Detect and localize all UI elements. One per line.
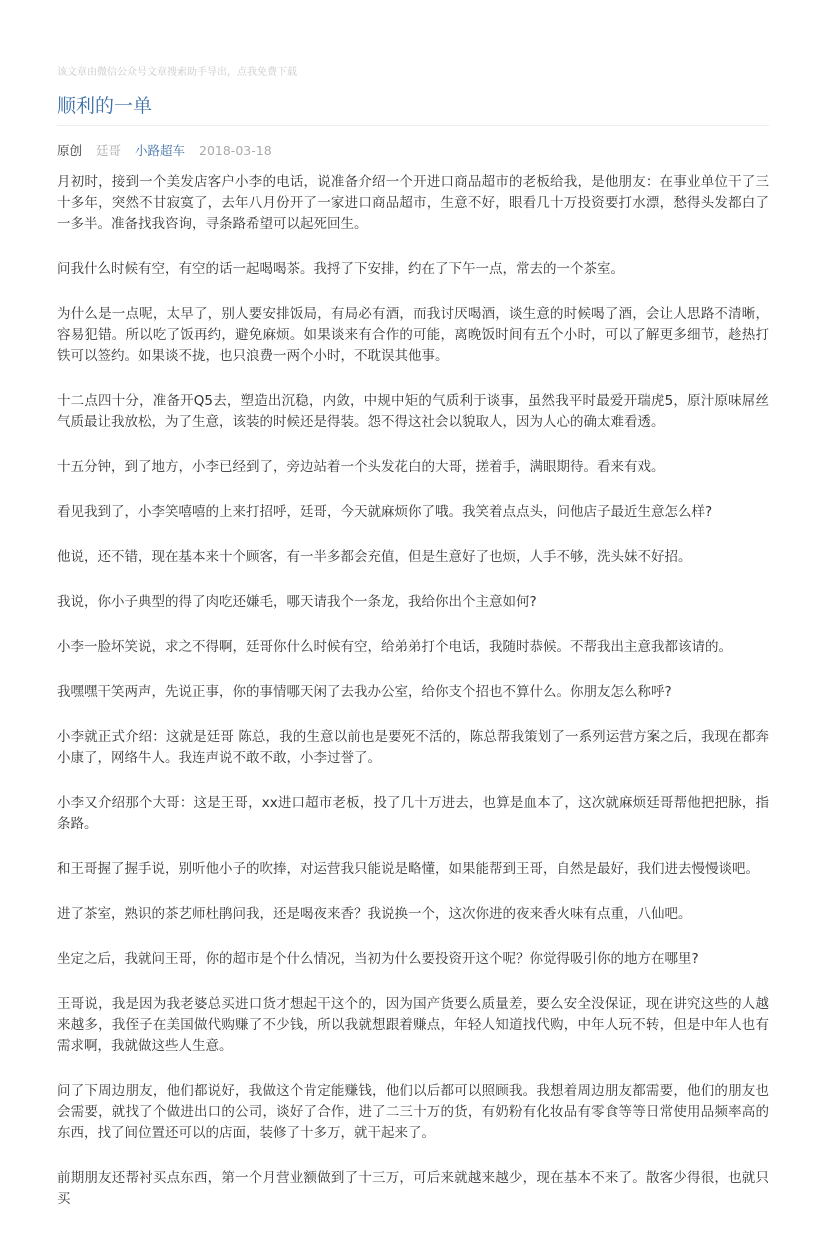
paragraph: 王哥说，我是因为我老婆总买进口货才想起干这个的，因为国产货要么质量差，要么安全没保证，现在讲究这些的人越来越多，我侄子在美国做代购赚了不少钱，所以我就想跟着赚点，年轻人知道找代购，中年人玩不转，但是中年人也有需求啊，我就做这些人生意。	[57, 996, 769, 1054]
paragraph: 进了茶室，熟识的茶艺师杜鹃问我，还是喝夜来香？我说换一个，这次你进的夜来香火味有点重，八仙吧。	[57, 906, 692, 922]
export-notice-link[interactable]: 该文章由微信公众号文章搜索助手导出，点我免费下载	[57, 67, 297, 78]
paragraph: 前期朋友还帮衬买点东西，第一个月营业额做到了十三万，可后来就越来越少，现在基本不来了。散客少得很，也就只买	[57, 1170, 769, 1207]
paragraph: 我嘿嘿干笑两声，先说正事，你的事情哪天闲了去我办公室，给你支个招也不算什么。你朋友怎么称呼?	[57, 684, 672, 700]
article-body	[57, 172, 769, 1234]
paragraph: 月初时，接到一个美发店客户小李的电话，说准备介绍一个开进口商品超市的老板给我，是他朋友：在事业单位干了三十多年，突然不甘寂寞了，去年八月份开了一家进口商品超市，生意不好，眼看几十万投资要打水漂，愁得头发都白了一多半。准备找我咨询，寻条路希望可以起死回生。	[57, 174, 769, 232]
paragraph: 我说，你小子典型的得了肉吃还嫌毛，哪天请我个一条龙，我给你出个主意如何?	[57, 594, 537, 610]
paragraph: 和王哥握了握手说，别听他小子的吹捧，对运营我只能说是略懂，如果能帮到王哥，自然是最好，我们进去慢慢谈吧。	[57, 861, 759, 877]
paragraph: 问我什么时候有空，有空的话一起喝喝茶。我捋了下安排，约在了下午一点，常去的一个茶室。	[57, 261, 624, 277]
paragraph: 看见我到了，小李笑嘻嘻的上来打招呼，廷哥，今天就麻烦你了哦。我笑着点点头，问他店子最近生意怎么样?	[57, 504, 713, 520]
original-badge: 原创	[57, 143, 83, 158]
article-title: 顺利的一单	[57, 95, 153, 117]
paragraph: 小李一脸坏笑说，求之不得啊，廷哥你什么时候有空，给弟弟打个电话，我随时恭候。不帮我出主意我都该请的。	[57, 639, 732, 655]
account-name-link[interactable]: 小路超车	[135, 143, 186, 158]
paragraph: 小李就正式介绍：这就是廷哥 陈总，我的生意以前也是要死不活的，陈总帮我策划了一系列运营方案之后，我现在都奔小康了，网络牛人。我连声说不敢不敢，小李过誉了。	[57, 729, 769, 766]
paragraph: 小李又介绍那个大哥：这是王哥，xx进口超市老板，投了几十万进去，也算是血本了，这次就麻烦廷哥帮他把把脉，指条路。	[57, 795, 769, 832]
author-name: 廷哥	[96, 143, 122, 158]
article-meta	[57, 141, 282, 159]
paragraph: 十二点四十分，准备开Q5去，塑造出沉稳，内敛，中规中矩的气质利于谈事，虽然我平时最爱开瑞虎5，原汁原味屌丝气质最让我放松，为了生意，该装的时候还是得装。怨不得这社会以貌取人，因为人心的确太难看透。	[57, 393, 769, 430]
paragraph: 十五分钟，到了地方，小李已经到了，旁边站着一个头发花白的大哥，搓着手，满眼期待。看来有戏。	[57, 459, 665, 475]
title-divider	[57, 125, 769, 126]
paragraph: 为什么是一点呢，太早了，别人要安排饭局，有局必有酒，而我讨厌喝酒，谈生意的时候喝了酒，会让人思路不清晰，容易犯错。所以吃了饭再约，避免麻烦。如果谈来有合作的可能，离晚饭时间有五个小时，可以了解更多细节，趁热打铁可以签约。如果谈不拢，也只浪费一两个小时，不耽误其他事。	[57, 306, 769, 364]
paragraph: 坐定之后，我就问王哥，你的超市是个什么情况，当初为什么要投资开这个呢？你觉得吸引你的地方在哪里?	[57, 951, 699, 967]
paragraph: 他说，还不错，现在基本来十个顾客，有一半多都会充值，但是生意好了也烦，人手不够，洗头妹不好招。	[57, 549, 692, 565]
paragraph: 问了下周边朋友，他们都说好，我做这个肯定能赚钱，他们以后都可以照顾我。我想着周边朋友都需要，他们的朋友也会需要，就找了个做进出口的公司，谈好了合作，进了二三十万的货，有奶粉有化妆品有零食等等日常使用品频率高的东西，找了间位置还可以的店面，装修了十多万，就干起来了。	[57, 1083, 769, 1141]
publish-date: 2018-03-18	[199, 143, 272, 158]
